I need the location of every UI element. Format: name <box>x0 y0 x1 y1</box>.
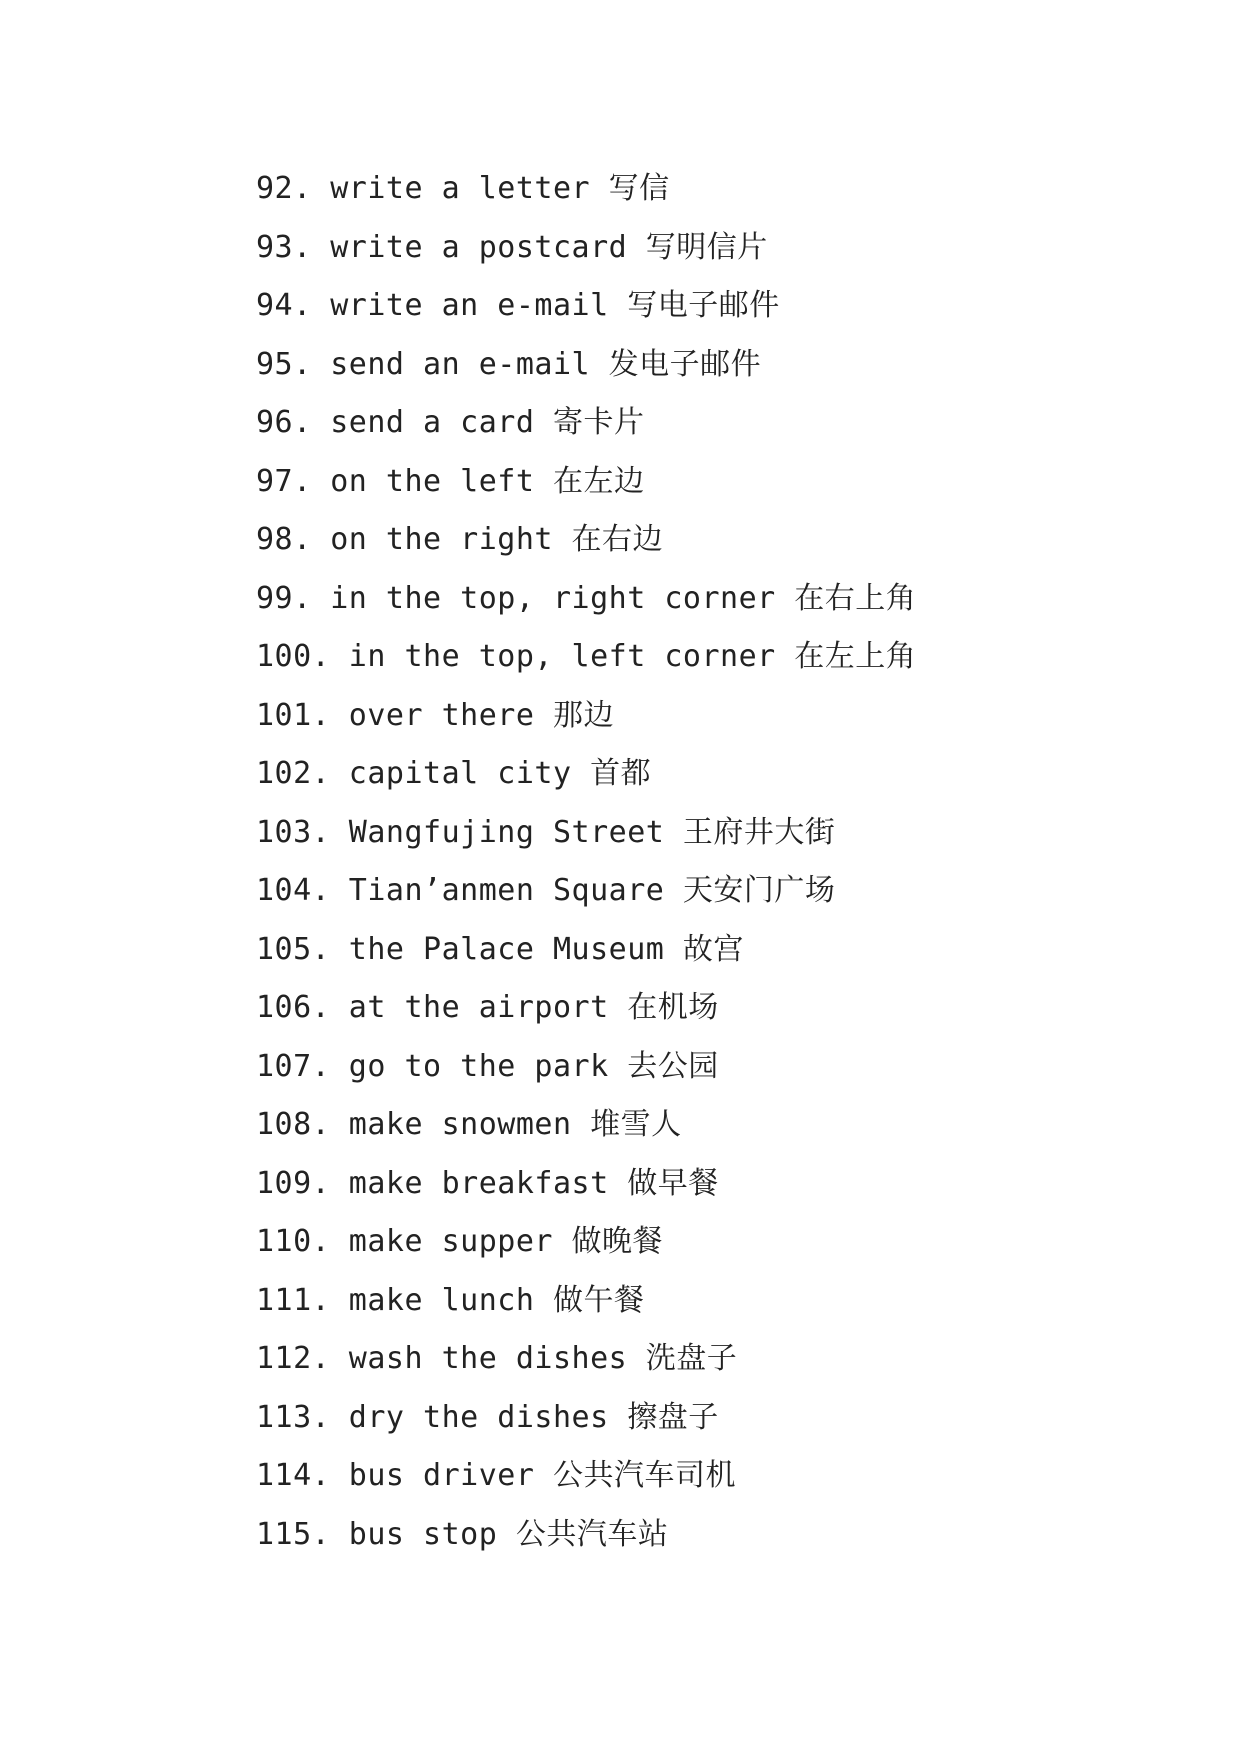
list-item: 106. at the airport 在机场 <box>256 990 719 1025</box>
list-item: 108. make snowmen 堆雪人 <box>256 1107 682 1142</box>
list-item: 93. write a postcard 写明信片 <box>256 229 768 265</box>
list-item: 101. over there 那边 <box>256 697 614 733</box>
list-item: 102. capital city 首都 <box>256 756 652 791</box>
list-item: 94. write an e-mail 写电子邮件 <box>256 288 780 323</box>
list-item: 97. on the left 在左边 <box>256 463 645 499</box>
list-item: 100. in the top, left corner 在左上角 <box>256 639 917 674</box>
list-item: 115. bus stop 公共汽车站 <box>256 1516 669 1552</box>
list-item: 104. Tian’anmen Square 天安门广场 <box>256 873 836 908</box>
list-item: 112. wash the dishes 洗盘子 <box>256 1341 738 1376</box>
list-item: 109. make breakfast 做早餐 <box>256 1165 719 1201</box>
phrase-list <box>256 160 916 1564</box>
list-item: 95. send an e-mail 发电子邮件 <box>256 346 762 382</box>
list-item: 99. in the top, right corner 在右上角 <box>256 580 917 616</box>
list-item: 98. on the right 在右边 <box>256 522 664 557</box>
list-item: 110. make supper 做晚餐 <box>256 1224 664 1259</box>
list-item: 105. the Palace Museum 故宫 <box>256 931 744 967</box>
list-item: 96. send a card 寄卡片 <box>256 405 645 440</box>
list-item: 111. make lunch 做午餐 <box>256 1282 645 1318</box>
list-item: 114. bus driver 公共汽车司机 <box>256 1458 736 1493</box>
list-item: 92. write a letter 写信 <box>256 171 670 206</box>
list-item: 107. go to the park 去公园 <box>256 1048 719 1084</box>
list-item: 103. Wangfujing Street 王府井大街 <box>256 814 836 850</box>
list-item: 113. dry the dishes 擦盘子 <box>256 1399 719 1435</box>
